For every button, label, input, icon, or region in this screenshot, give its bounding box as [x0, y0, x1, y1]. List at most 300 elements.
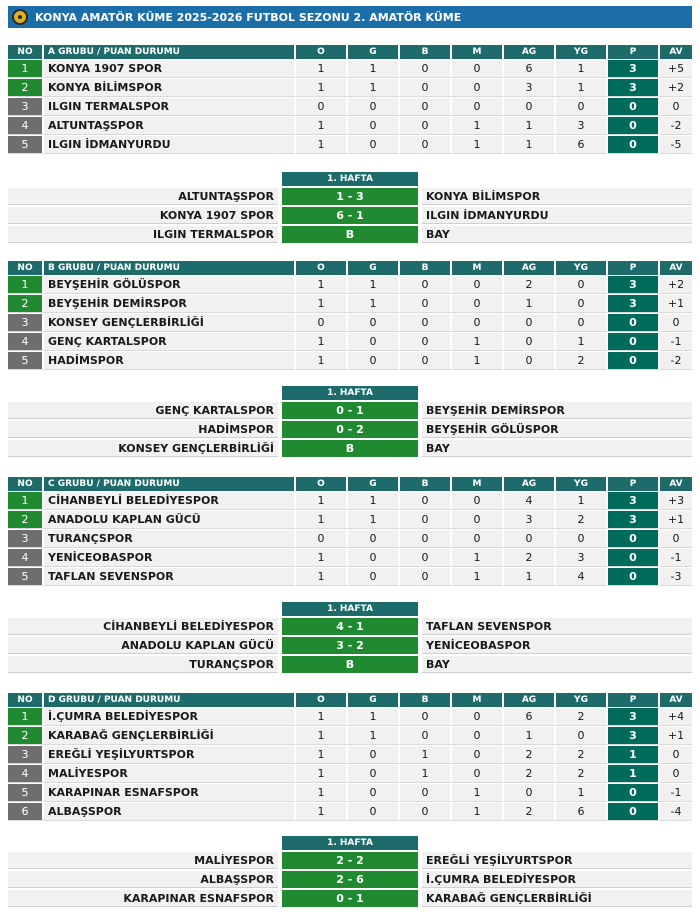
table-row	[8, 117, 692, 135]
column-header: B	[400, 45, 452, 59]
stat-cell-g: 0	[348, 98, 400, 116]
column-header: NO	[8, 261, 44, 275]
team-name: ILGIN TERMALSPOR	[44, 98, 296, 116]
rank-cell: 4	[8, 549, 44, 567]
stat-cell-av: -2	[660, 352, 692, 370]
stat-cell-b: 0	[400, 784, 452, 802]
stat-cell-o: 1	[296, 803, 348, 821]
stat-cell-o: 1	[296, 765, 348, 783]
team-name: EREĞLİ YEŞİLYURTSPOR	[44, 746, 296, 764]
stat-cell-ag: 6	[504, 708, 556, 726]
stat-cell-b: 0	[400, 136, 452, 154]
home-team: TURANÇSPOR	[8, 656, 278, 673]
match-score: 6 - 1	[282, 207, 418, 224]
column-header: P	[608, 477, 660, 491]
column-header: M	[452, 45, 504, 59]
table-row	[8, 746, 692, 764]
column-header: G	[348, 261, 400, 275]
stat-cell-g: 1	[348, 511, 400, 529]
stat-cell-b: 0	[400, 79, 452, 97]
stat-cell-ag: 1	[504, 727, 556, 745]
stat-cell-b: 0	[400, 276, 452, 294]
home-team: ILGIN TERMALSPOR	[8, 226, 278, 243]
match-score: 2 - 6	[282, 871, 418, 888]
stat-cell-o: 1	[296, 784, 348, 802]
stat-cell-b: 1	[400, 746, 452, 764]
points-cell: 1	[608, 746, 660, 764]
stat-cell-m: 0	[452, 492, 504, 510]
team-name: KONYA BİLİMSPOR	[44, 79, 296, 97]
points-cell: 3	[608, 727, 660, 745]
rank-cell: 2	[8, 727, 44, 745]
rank-cell: 4	[8, 765, 44, 783]
points-cell: 0	[608, 352, 660, 370]
stat-cell-m: 0	[452, 79, 504, 97]
stat-cell-av: -3	[660, 568, 692, 586]
stat-cell-yg: 3	[556, 549, 608, 567]
column-header: AG	[504, 45, 556, 59]
points-cell: 0	[608, 314, 660, 332]
column-header: P	[608, 261, 660, 275]
column-header: P	[608, 693, 660, 707]
rank-cell: 3	[8, 746, 44, 764]
column-header: AV	[660, 261, 692, 275]
points-cell: 0	[608, 530, 660, 548]
stat-cell-o: 1	[296, 708, 348, 726]
group-title: B GRUBU / PUAN DURUMU	[44, 261, 296, 275]
points-cell: 0	[608, 549, 660, 567]
rank-cell: 1	[8, 60, 44, 78]
stat-cell-m: 0	[452, 765, 504, 783]
match-row	[8, 852, 692, 869]
stat-cell-yg: 1	[556, 333, 608, 351]
table-row	[8, 60, 692, 78]
table-row	[8, 98, 692, 116]
week-label: 1. HAFTA	[282, 172, 418, 186]
table-row	[8, 352, 692, 370]
table-row	[8, 136, 692, 154]
stat-cell-g: 1	[348, 492, 400, 510]
column-header: O	[296, 477, 348, 491]
table-row	[8, 549, 692, 567]
points-cell: 0	[608, 136, 660, 154]
stat-cell-m: 0	[452, 295, 504, 313]
match-row	[8, 656, 692, 673]
match-row	[8, 402, 692, 419]
stat-cell-av: -1	[660, 784, 692, 802]
match-score: 1 - 3	[282, 188, 418, 205]
stat-cell-b: 0	[400, 352, 452, 370]
column-header: O	[296, 261, 348, 275]
match-score: 4 - 1	[282, 618, 418, 635]
points-cell: 3	[608, 60, 660, 78]
stat-cell-av: +1	[660, 511, 692, 529]
stat-cell-b: 0	[400, 98, 452, 116]
match-score: 0 - 1	[282, 402, 418, 419]
stat-cell-o: 1	[296, 568, 348, 586]
stat-cell-ag: 2	[504, 276, 556, 294]
stat-cell-g: 0	[348, 568, 400, 586]
column-header: AG	[504, 693, 556, 707]
match-row	[8, 637, 692, 654]
team-name: KARABAĞ GENÇLERBİRLİĞİ	[44, 727, 296, 745]
points-cell: 0	[608, 803, 660, 821]
stat-cell-g: 1	[348, 60, 400, 78]
stat-cell-ag: 1	[504, 295, 556, 313]
standings-table	[8, 476, 692, 587]
stat-cell-m: 0	[452, 530, 504, 548]
table-row	[8, 314, 692, 332]
stat-cell-b: 0	[400, 549, 452, 567]
stat-cell-o: 1	[296, 352, 348, 370]
stat-cell-yg: 3	[556, 117, 608, 135]
stat-cell-av: -4	[660, 803, 692, 821]
table-row	[8, 803, 692, 821]
stat-cell-yg: 1	[556, 79, 608, 97]
rank-cell: 5	[8, 352, 44, 370]
stat-cell-g: 0	[348, 352, 400, 370]
column-header: B	[400, 477, 452, 491]
title-bar	[8, 6, 692, 28]
stat-cell-g: 0	[348, 314, 400, 332]
match-score: 0 - 2	[282, 421, 418, 438]
stat-cell-o: 1	[296, 492, 348, 510]
rank-cell: 5	[8, 784, 44, 802]
stat-cell-o: 1	[296, 79, 348, 97]
stat-cell-av: 0	[660, 314, 692, 332]
stat-cell-b: 0	[400, 314, 452, 332]
stat-cell-g: 1	[348, 708, 400, 726]
team-name: GENÇ KARTALSPOR	[44, 333, 296, 351]
stat-cell-g: 1	[348, 276, 400, 294]
stat-cell-m: 1	[452, 352, 504, 370]
stat-cell-yg: 1	[556, 784, 608, 802]
home-team: MALİYESPOR	[8, 852, 278, 869]
match-score: B	[282, 656, 418, 673]
stat-cell-g: 0	[348, 136, 400, 154]
team-name: KARAPINAR ESNAFSPOR	[44, 784, 296, 802]
stat-cell-av: +4	[660, 708, 692, 726]
stat-cell-ag: 0	[504, 784, 556, 802]
column-header: YG	[556, 693, 608, 707]
away-team: KARABAĞ GENÇLERBİRLİĞİ	[422, 890, 692, 907]
stat-cell-b: 0	[400, 60, 452, 78]
points-cell: 0	[608, 333, 660, 351]
stat-cell-yg: 0	[556, 276, 608, 294]
stat-cell-ag: 0	[504, 352, 556, 370]
stat-cell-o: 1	[296, 333, 348, 351]
table-row	[8, 295, 692, 313]
week-label: 1. HAFTA	[282, 386, 418, 400]
match-row	[8, 188, 692, 205]
column-header: NO	[8, 693, 44, 707]
team-name: BEYŞEHİR GÖLÜSPOR	[44, 276, 296, 294]
stat-cell-b: 0	[400, 727, 452, 745]
team-name: ILGIN İDMANYURDU	[44, 136, 296, 154]
away-team: İ.ÇUMRA BELEDİYESPOR	[422, 871, 692, 888]
week-label: 1. HAFTA	[282, 836, 418, 850]
rank-cell: 3	[8, 314, 44, 332]
stat-cell-av: 0	[660, 530, 692, 548]
week-label: 1. HAFTA	[282, 602, 418, 616]
stat-cell-g: 0	[348, 549, 400, 567]
page-title: KONYA AMATÖR KÜME 2025-2026 FUTBOL SEZONU 2. AMATÖR KÜME	[35, 10, 462, 24]
rank-cell: 4	[8, 333, 44, 351]
stat-cell-m: 1	[452, 568, 504, 586]
group-title: C GRUBU / PUAN DURUMU	[44, 477, 296, 491]
home-team: ALBAŞSPOR	[8, 871, 278, 888]
column-header: M	[452, 693, 504, 707]
match-row	[8, 226, 692, 243]
column-header: P	[608, 45, 660, 59]
points-cell: 0	[608, 784, 660, 802]
column-header: G	[348, 45, 400, 59]
standings-table	[8, 260, 692, 371]
column-header: NO	[8, 45, 44, 59]
match-row	[8, 207, 692, 224]
group-title: D GRUBU / PUAN DURUMU	[44, 693, 296, 707]
match-score: 3 - 2	[282, 637, 418, 654]
stat-cell-g: 0	[348, 333, 400, 351]
stat-cell-b: 0	[400, 295, 452, 313]
match-row	[8, 618, 692, 635]
away-team: BEYŞEHİR DEMİRSPOR	[422, 402, 692, 419]
stat-cell-m: 0	[452, 276, 504, 294]
points-cell: 1	[608, 765, 660, 783]
stat-cell-b: 0	[400, 708, 452, 726]
home-team: KARAPINAR ESNAFSPOR	[8, 890, 278, 907]
stat-cell-b: 1	[400, 765, 452, 783]
column-header: B	[400, 261, 452, 275]
column-header: YG	[556, 261, 608, 275]
team-name: İ.ÇUMRA BELEDİYESPOR	[44, 708, 296, 726]
team-name: ANADOLU KAPLAN GÜCÜ	[44, 511, 296, 529]
match-row	[8, 440, 692, 457]
table-row	[8, 79, 692, 97]
stat-cell-m: 1	[452, 136, 504, 154]
stat-cell-b: 0	[400, 492, 452, 510]
stat-cell-av: +5	[660, 60, 692, 78]
stat-cell-yg: 6	[556, 803, 608, 821]
table-row	[8, 568, 692, 586]
stat-cell-b: 0	[400, 803, 452, 821]
table-row	[8, 530, 692, 548]
points-cell: 0	[608, 98, 660, 116]
stat-cell-ag: 1	[504, 136, 556, 154]
match-row	[8, 890, 692, 907]
home-team: ANADOLU KAPLAN GÜCÜ	[8, 637, 278, 654]
stat-cell-yg: 2	[556, 708, 608, 726]
stat-cell-av: -2	[660, 117, 692, 135]
home-team: GENÇ KARTALSPOR	[8, 402, 278, 419]
rank-cell: 3	[8, 530, 44, 548]
group-title: A GRUBU / PUAN DURUMU	[44, 45, 296, 59]
table-row	[8, 708, 692, 726]
points-cell: 3	[608, 295, 660, 313]
stat-cell-ag: 0	[504, 98, 556, 116]
stat-cell-m: 1	[452, 803, 504, 821]
stat-cell-m: 1	[452, 117, 504, 135]
stat-cell-yg: 6	[556, 136, 608, 154]
stat-cell-g: 1	[348, 79, 400, 97]
stat-cell-m: 0	[452, 746, 504, 764]
stat-cell-ag: 3	[504, 79, 556, 97]
home-team: HADİMSPOR	[8, 421, 278, 438]
match-score: B	[282, 440, 418, 457]
stat-cell-b: 0	[400, 117, 452, 135]
home-team: ALTUNTAŞSPOR	[8, 188, 278, 205]
match-score: 0 - 1	[282, 890, 418, 907]
table-row	[8, 492, 692, 510]
match-row	[8, 421, 692, 438]
home-team: KONSEY GENÇLERBİRLİĞİ	[8, 440, 278, 457]
rank-cell: 1	[8, 276, 44, 294]
away-team: KONYA BİLİMSPOR	[422, 188, 692, 205]
stat-cell-ag: 0	[504, 314, 556, 332]
table-row	[8, 727, 692, 745]
standings-table	[8, 44, 692, 155]
column-header: O	[296, 45, 348, 59]
stat-cell-av: -1	[660, 333, 692, 351]
away-team: YENİCEOBASPOR	[422, 637, 692, 654]
stat-cell-o: 1	[296, 746, 348, 764]
points-cell: 3	[608, 511, 660, 529]
stat-cell-yg: 1	[556, 492, 608, 510]
stat-cell-o: 0	[296, 314, 348, 332]
stat-cell-b: 0	[400, 530, 452, 548]
table-row	[8, 765, 692, 783]
table-row	[8, 333, 692, 351]
stat-cell-m: 1	[452, 784, 504, 802]
stat-cell-m: 0	[452, 60, 504, 78]
rank-cell: 5	[8, 568, 44, 586]
stat-cell-av: -1	[660, 549, 692, 567]
rank-cell: 2	[8, 511, 44, 529]
away-team: ILGIN İDMANYURDU	[422, 207, 692, 224]
column-header: G	[348, 477, 400, 491]
away-team: EREĞLİ YEŞİLYURTSPOR	[422, 852, 692, 869]
stat-cell-yg: 2	[556, 765, 608, 783]
team-name: TURANÇSPOR	[44, 530, 296, 548]
stat-cell-av: +2	[660, 79, 692, 97]
stat-cell-yg: 0	[556, 98, 608, 116]
rank-cell: 1	[8, 708, 44, 726]
team-name: KONSEY GENÇLERBİRLİĞİ	[44, 314, 296, 332]
team-name: ALTUNTAŞSPOR	[44, 117, 296, 135]
stat-cell-yg: 4	[556, 568, 608, 586]
column-header: AG	[504, 261, 556, 275]
stat-cell-av: +1	[660, 727, 692, 745]
away-team: BAY	[422, 656, 692, 673]
stat-cell-ag: 3	[504, 511, 556, 529]
column-header: G	[348, 693, 400, 707]
points-cell: 3	[608, 79, 660, 97]
rank-cell: 2	[8, 295, 44, 313]
standings-header	[8, 261, 692, 275]
stat-cell-av: +2	[660, 276, 692, 294]
standings-header	[8, 45, 692, 59]
column-header: AG	[504, 477, 556, 491]
match-score: 2 - 2	[282, 852, 418, 869]
standings-header	[8, 693, 692, 707]
points-cell: 0	[608, 568, 660, 586]
team-name: ALBAŞSPOR	[44, 803, 296, 821]
column-header: YG	[556, 477, 608, 491]
stat-cell-o: 1	[296, 276, 348, 294]
points-cell: 3	[608, 276, 660, 294]
column-header: AV	[660, 477, 692, 491]
column-header: YG	[556, 45, 608, 59]
away-team: TAFLAN SEVENSPOR	[422, 618, 692, 635]
stat-cell-av: +1	[660, 295, 692, 313]
stat-cell-ag: 0	[504, 333, 556, 351]
points-cell: 3	[608, 492, 660, 510]
stat-cell-m: 0	[452, 708, 504, 726]
stat-cell-av: 0	[660, 98, 692, 116]
stat-cell-b: 0	[400, 511, 452, 529]
team-name: MALİYESPOR	[44, 765, 296, 783]
stat-cell-ag: 1	[504, 117, 556, 135]
rank-cell: 1	[8, 492, 44, 510]
stat-cell-m: 0	[452, 314, 504, 332]
stat-cell-g: 1	[348, 727, 400, 745]
column-header: M	[452, 261, 504, 275]
stat-cell-yg: 2	[556, 511, 608, 529]
stat-cell-ag: 1	[504, 568, 556, 586]
home-team: KONYA 1907 SPOR	[8, 207, 278, 224]
stat-cell-o: 1	[296, 117, 348, 135]
stat-cell-yg: 2	[556, 352, 608, 370]
points-cell: 3	[608, 708, 660, 726]
stat-cell-yg: 0	[556, 727, 608, 745]
column-header: O	[296, 693, 348, 707]
rank-cell: 2	[8, 79, 44, 97]
column-header: NO	[8, 477, 44, 491]
home-team: CİHANBEYLİ BELEDİYESPOR	[8, 618, 278, 635]
stat-cell-g: 0	[348, 530, 400, 548]
team-name: TAFLAN SEVENSPOR	[44, 568, 296, 586]
stat-cell-m: 1	[452, 333, 504, 351]
stat-cell-yg: 0	[556, 295, 608, 313]
stat-cell-av: 0	[660, 765, 692, 783]
rank-cell: 5	[8, 136, 44, 154]
stat-cell-o: 0	[296, 530, 348, 548]
stat-cell-o: 1	[296, 136, 348, 154]
stat-cell-yg: 0	[556, 530, 608, 548]
standings-header	[8, 477, 692, 491]
away-team: BAY	[422, 440, 692, 457]
column-header: M	[452, 477, 504, 491]
away-team: BEYŞEHİR GÖLÜSPOR	[422, 421, 692, 438]
league-logo-icon	[12, 9, 28, 25]
table-row	[8, 276, 692, 294]
stat-cell-av: -5	[660, 136, 692, 154]
stat-cell-o: 1	[296, 60, 348, 78]
rank-cell: 3	[8, 98, 44, 116]
stat-cell-g: 0	[348, 784, 400, 802]
stat-cell-ag: 2	[504, 803, 556, 821]
stat-cell-o: 1	[296, 295, 348, 313]
stat-cell-g: 1	[348, 295, 400, 313]
stat-cell-ag: 2	[504, 746, 556, 764]
stat-cell-ag: 2	[504, 549, 556, 567]
rank-cell: 6	[8, 803, 44, 821]
stat-cell-av: +3	[660, 492, 692, 510]
team-name: YENİCEOBASPOR	[44, 549, 296, 567]
team-name: BEYŞEHİR DEMİRSPOR	[44, 295, 296, 313]
stat-cell-g: 0	[348, 765, 400, 783]
stat-cell-yg: 0	[556, 314, 608, 332]
